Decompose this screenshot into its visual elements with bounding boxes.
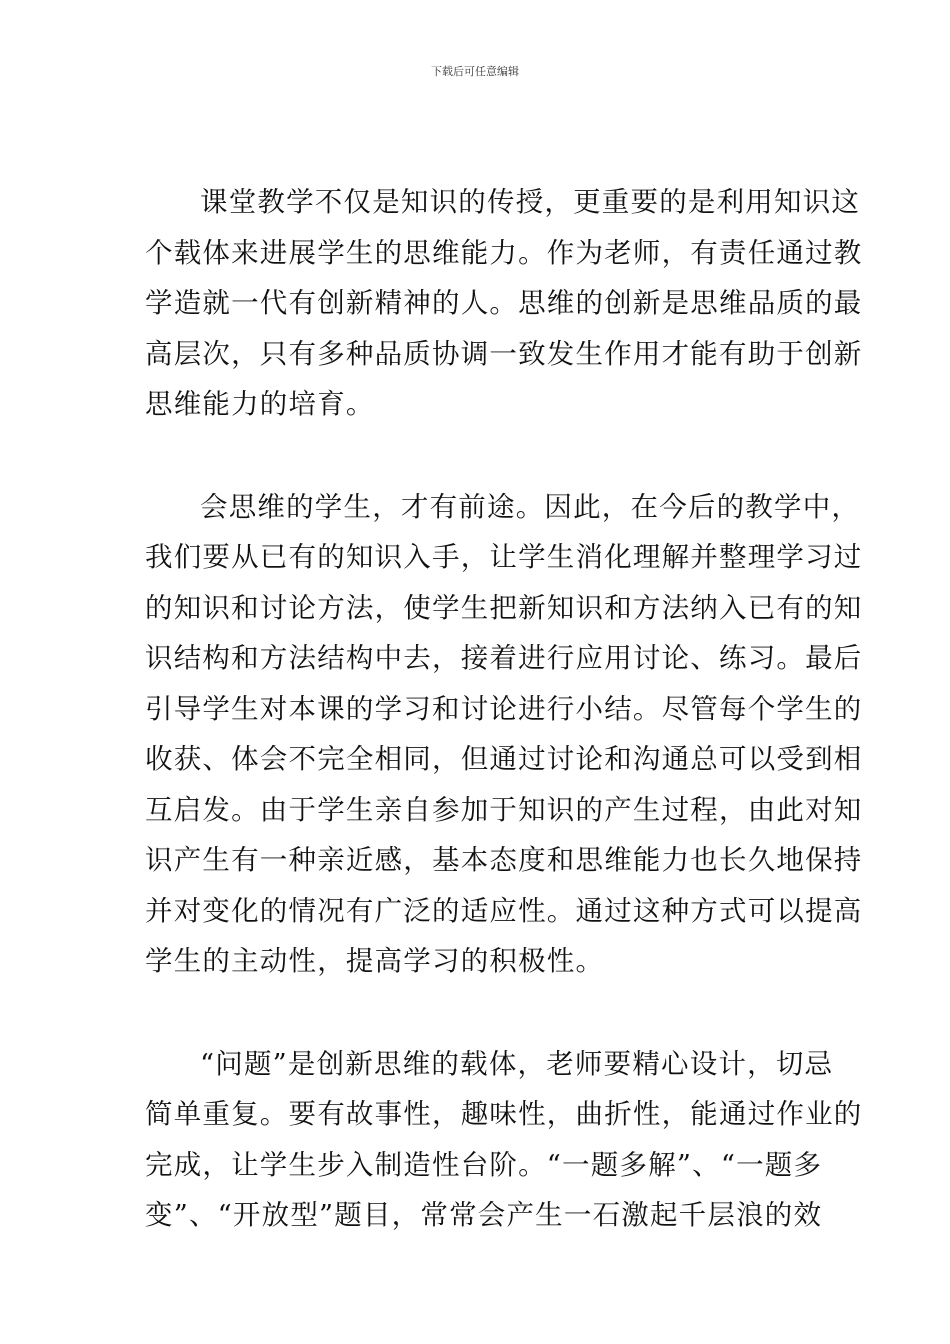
text-line: 简单重复。要有故事性，趣味性，曲折性，能通过作业的 [145, 1098, 863, 1130]
document-body [145, 177, 863, 1241]
text-line: “问题”是创新思维的载体，老师要精心设计，切忌 [200, 1047, 834, 1080]
text-line: 学生的主动性，提高学习的积极性。 [145, 945, 605, 977]
page-header: 下载后可任意编辑 [431, 65, 519, 78]
text-line: 思维能力的培育。 [145, 388, 375, 420]
text-line: 我们要从已有的知识入手，让学生消化理解并整理学习过 [145, 541, 863, 573]
text-line: 会思维的学生，才有前途。因此，在今后的教学中， [200, 490, 861, 523]
text-line: 完成，让学生步入制造性台阶。“一题多解”、“一题多 [145, 1148, 823, 1181]
text-line: 学造就一代有创新精神的人。思维的创新是思维品质的最 [145, 287, 863, 319]
text-line: 变”、“开放型”题目，常常会产生一石激起千层浪的效 [145, 1199, 823, 1231]
text-line: 识产生有一种亲近感，基本态度和思维能力也长久地保持 [145, 844, 863, 876]
text-line: 识结构和方法结构中去，接着进行应用讨论、练习。最后 [145, 642, 863, 674]
paragraph-2 [145, 482, 863, 987]
text-line: 并对变化的情况有广泛的适应性。通过这种方式可以提高 [145, 894, 863, 927]
text-line: 个载体来进展学生的思维能力。作为老师，有责任通过教 [145, 236, 863, 269]
paragraph-3 [145, 1039, 863, 1241]
text-line: 的知识和讨论方法，使学生把新知识和方法纳入已有的知 [145, 591, 863, 624]
text-line: 课堂教学不仅是知识的传授，更重要的是利用知识这 [200, 186, 861, 218]
paragraph-1 [145, 177, 863, 430]
text-line: 互启发。由于学生亲自参加于知识的产生过程，由此对知 [145, 793, 863, 826]
text-line: 引导学生对本课的学习和讨论进行小结。尽管每个学生的 [145, 692, 863, 725]
text-line: 收获、体会不完全相同，但通过讨论和沟通总可以受到相 [145, 743, 863, 775]
text-line: 高层次，只有多种品质协调一致发生作用才能有助于创新 [145, 337, 863, 370]
